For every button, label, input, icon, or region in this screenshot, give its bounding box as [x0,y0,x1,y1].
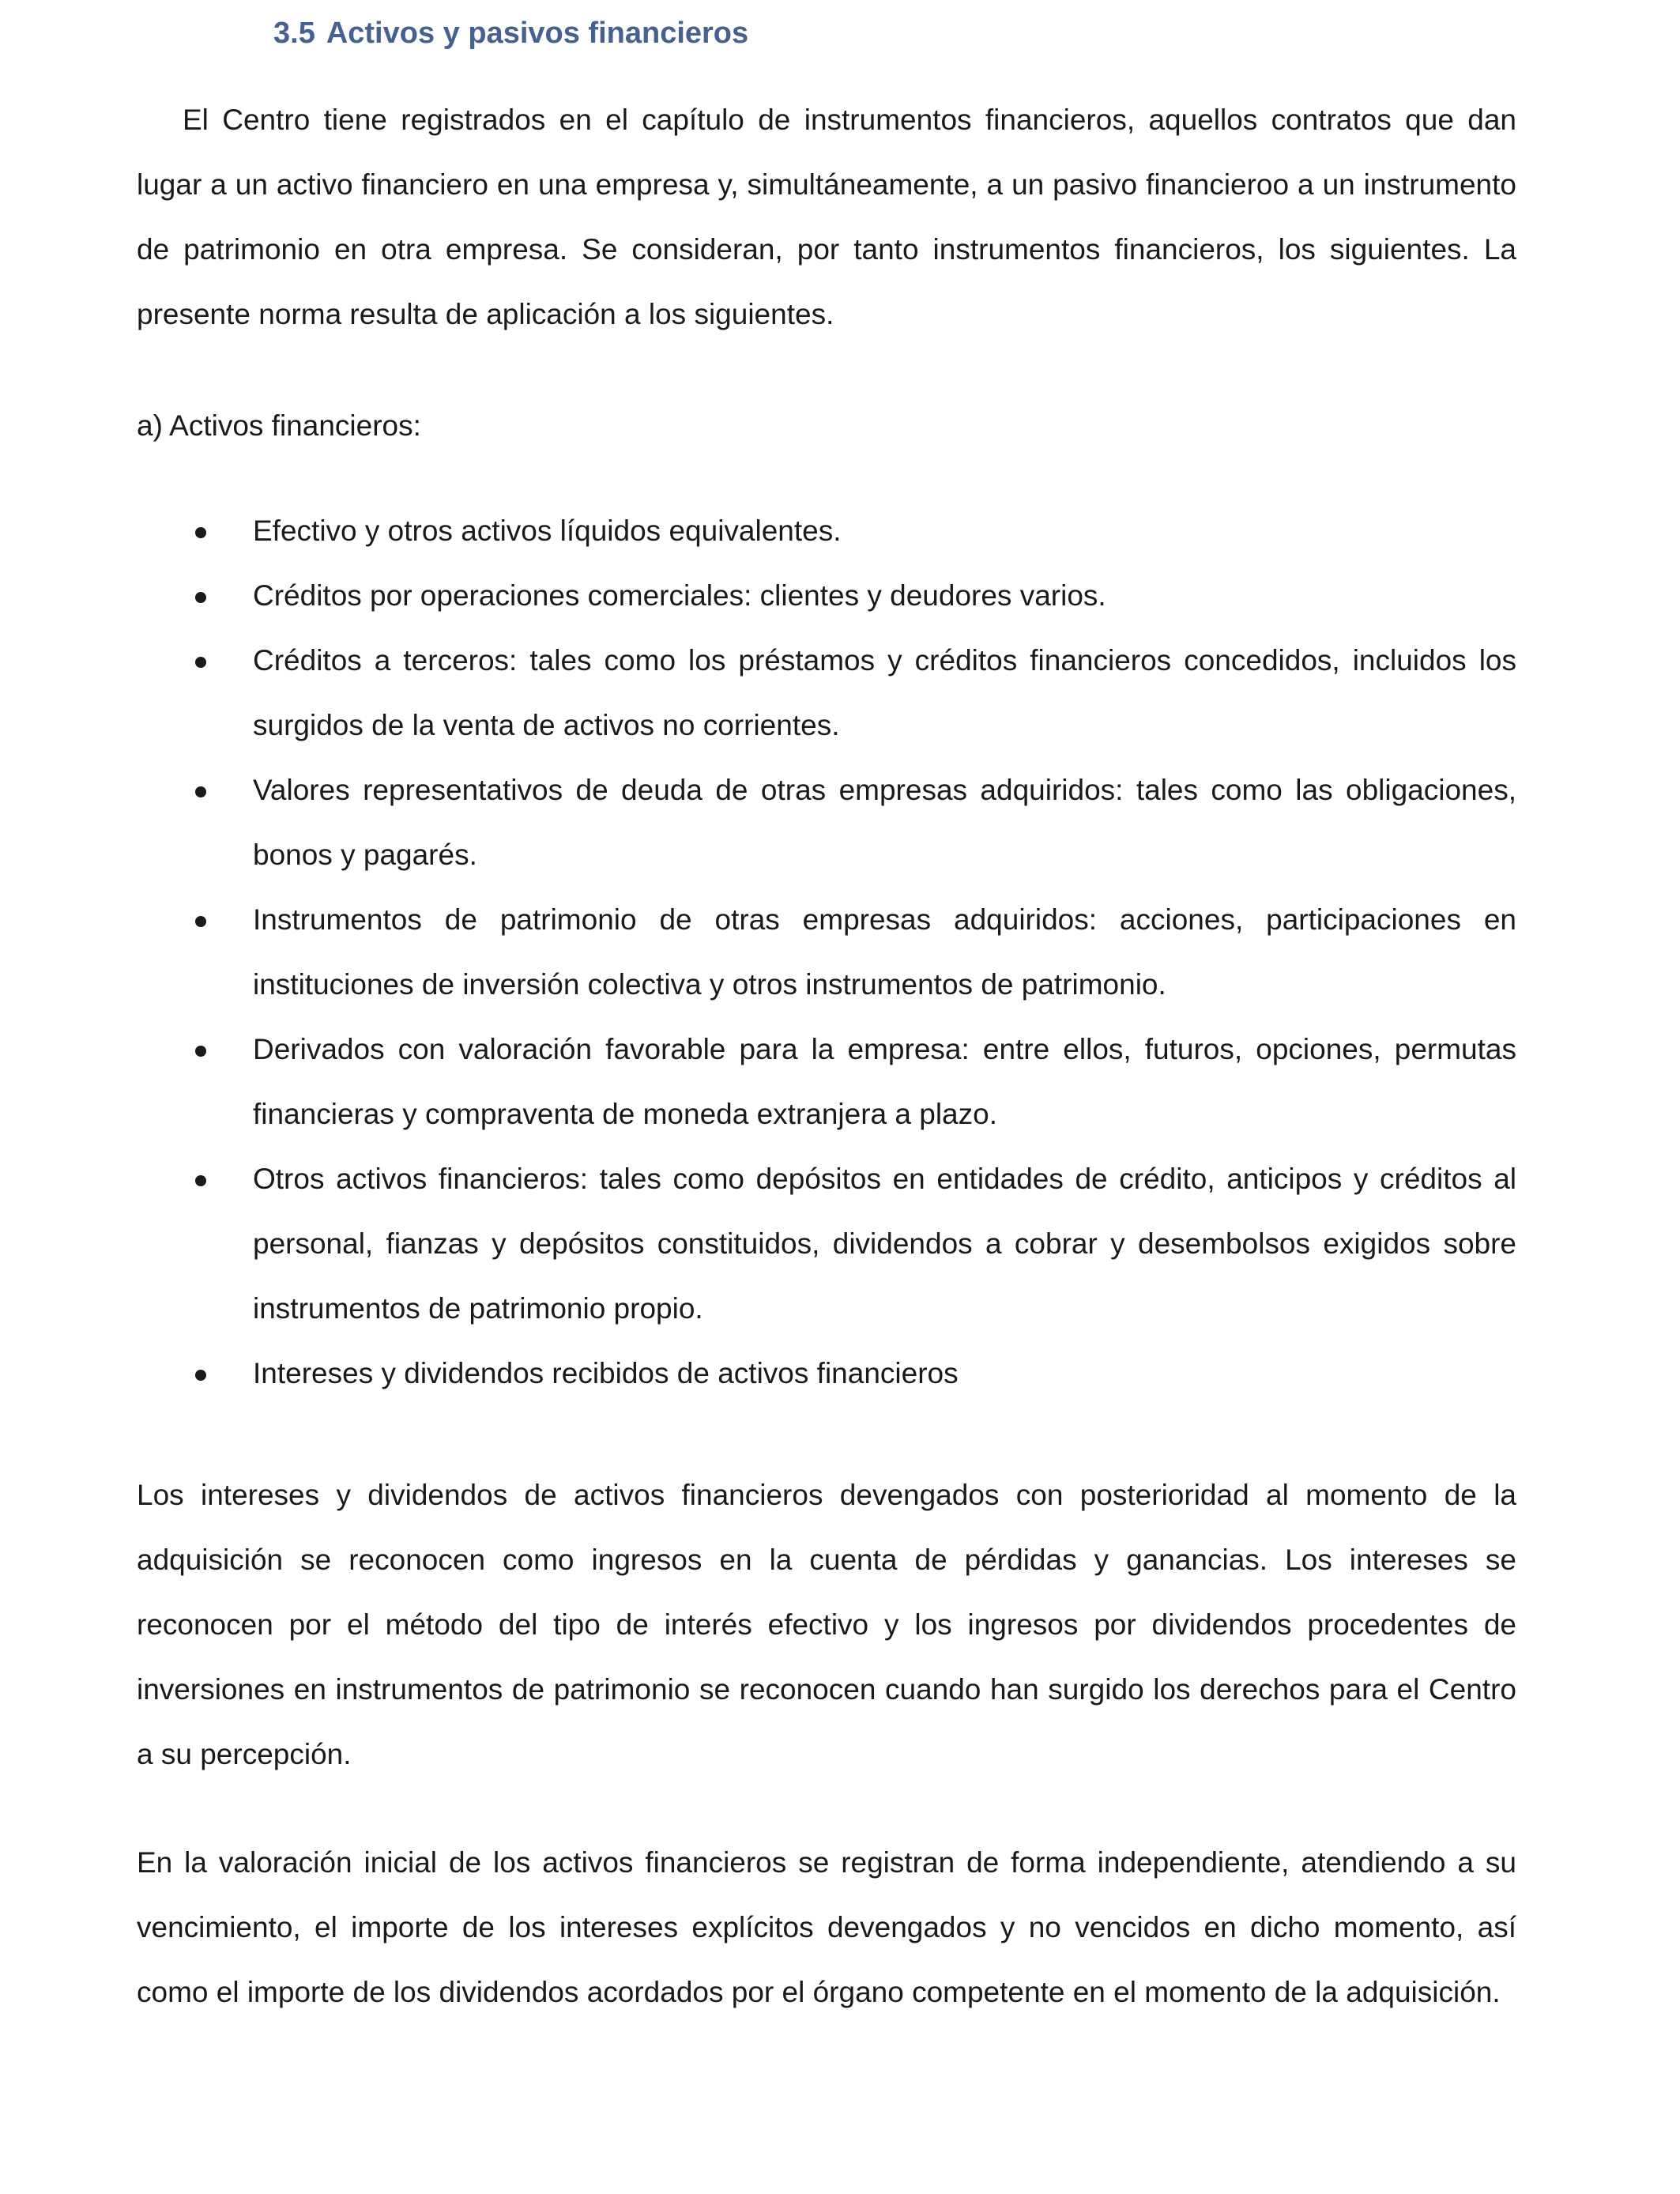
valuation-paragraph: En la valoración inicial de los activos financieros se registran de forma independiente, atendiendo a su vencimiento, el importe de los intereses explícitos devengados y no vencidos en dicho momento, así como el importe de los dividendos acordados por el órgano competente en el momento de la adquisición. [137,1846,1516,2008]
assets-bullet-list [137,499,1516,1406]
list-item [137,499,1516,564]
list-item [137,758,1516,888]
list-item-text: Valores representativos de deuda de otras empresas adquiridos: tales como las obligaciones, bonos y pagarés. [253,774,1516,871]
section-number: 3.5 [273,17,315,50]
section-title: Activos y pasivos financieros [326,17,749,50]
list-item [137,1147,1516,1341]
intro-paragraph: El Centro tiene registrados en el capítulo de instrumentos financieros, aquellos contratos que dan lugar a un activo financiero en una empresa y, simultáneamente, a un pasivo financieroo a un instrumento de patrimonio en otra empresa. Se consideran, por tanto instrumentos financieros, los siguientes. La presente norma resulta de aplicación a los siguientes. [137,104,1516,330]
list-item-text: Instrumentos de patrimonio de otras empresas adquiridos: acciones, participaciones en instituciones de inversión colectiva y otros instrumentos de patrimonio. [253,903,1516,1001]
section-heading [273,11,748,55]
assets-subheading: a) Activos financieros: [137,409,421,442]
bullet-icon [195,657,206,668]
list-item-text: Intereses y dividendos recibidos de activos financieros [253,1357,959,1389]
list-item-text: Créditos a terceros: tales como los préstamos y créditos financieros concedidos, incluidos los surgidos de la venta de activos no corrientes. [253,644,1516,741]
list-item [137,628,1516,758]
interest-paragraph: Los intereses y dividendos de activos financieros devengados con posterioridad al momento de la adquisición se reconocen como ingresos en la cuenta de pérdidas y ganancias. Los intereses se reconocen por el método del tipo de interés efectivo y los ingresos por dividendos procedentes de inversiones en instrumentos de patrimonio se reconocen cuando han surgido los derechos para el Centro a su percepción. [137,1479,1516,1770]
bullet-icon [195,916,206,927]
bullet-icon [195,1175,206,1186]
list-item-text: Efectivo y otros activos líquidos equivalentes. [253,515,842,547]
bullet-icon [195,527,206,538]
bullet-icon [195,1370,206,1381]
list-item [137,1017,1516,1147]
bullet-icon [195,1046,206,1057]
bullet-icon [195,786,206,797]
list-item-text: Derivados con valoración favorable para la empresa: entre ellos, futuros, opciones, permutas financieras y compraventa de moneda extranjera a plazo. [253,1033,1516,1130]
list-item [137,1341,1516,1406]
bullet-icon [195,592,206,603]
list-item-text: Otros activos financieros: tales como depósitos en entidades de crédito, anticipos y créditos al personal, fianzas y depósitos constituidos, dividendos a cobrar y desembolsos exigidos sobre instrumentos de patrimonio propio. [253,1163,1516,1325]
list-item-text: Créditos por operaciones comerciales: clientes y deudores varios. [253,579,1106,612]
list-item [137,564,1516,628]
list-item [137,888,1516,1017]
